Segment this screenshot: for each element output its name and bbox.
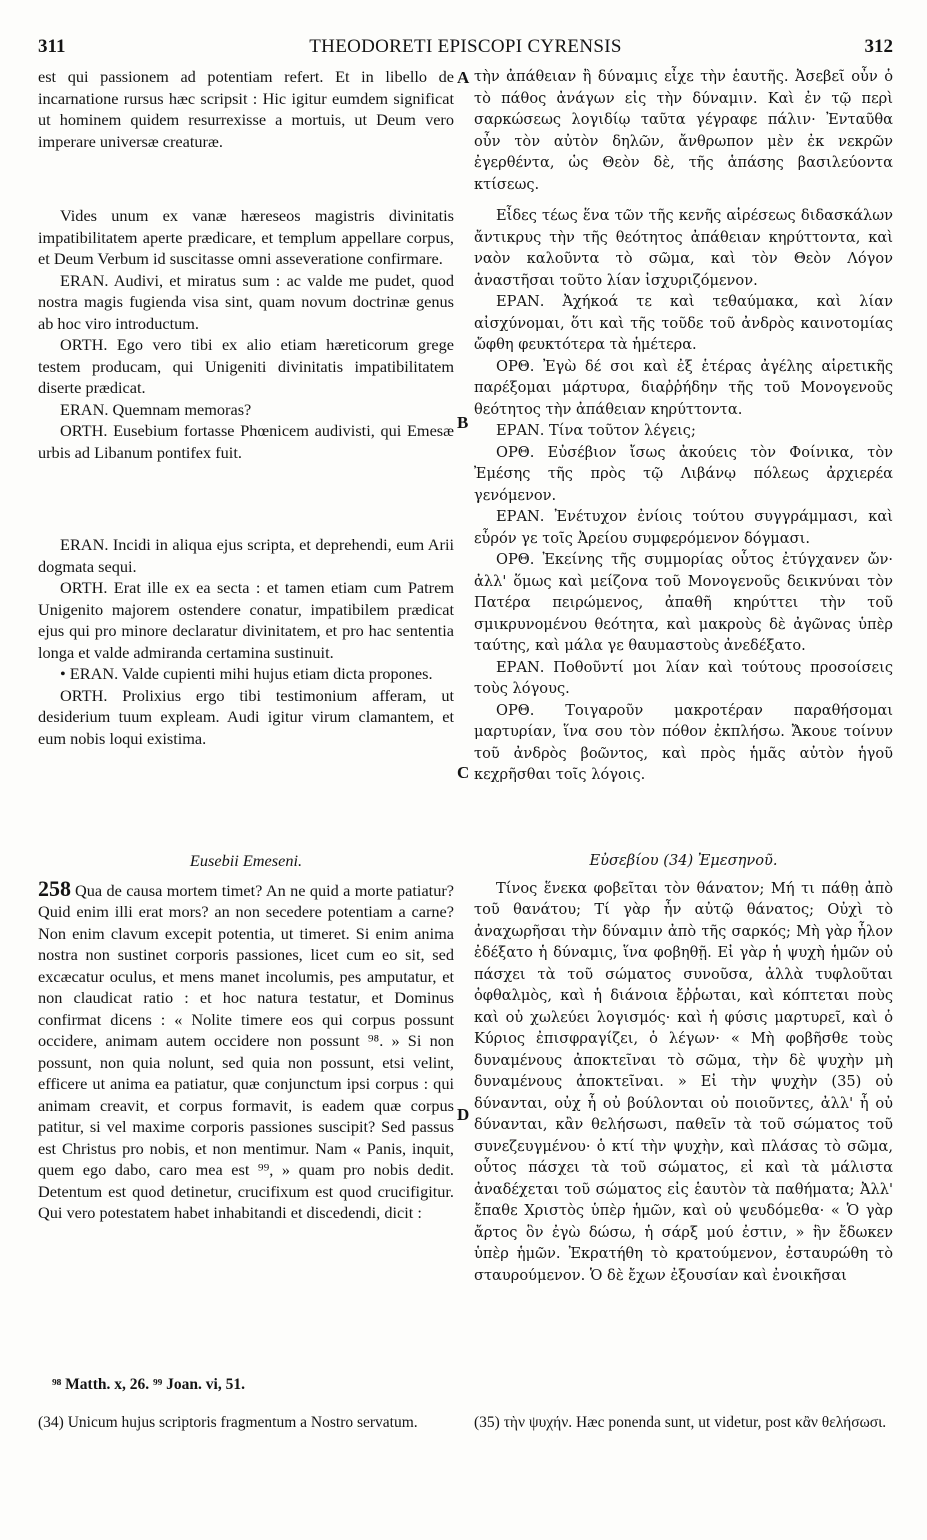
latin-intro xyxy=(38,66,454,152)
greek-paragraph: ΕΡΑΝ. Ἐνέτυχον ἐνίοις τούτου συγγράμμασι, καὶ εὗρόν γε τοῖς Ἀρείου συμφερόμενον δόγμασι. xyxy=(474,508,893,547)
running-title: THEODORETI EPISCOPI CYRENSIS xyxy=(309,36,622,57)
footnote-refs: ⁹⁸ Matth. x, 26. ⁹⁹ Joan. vi, 51. xyxy=(52,1376,245,1393)
greek-paragraph: ΟΡΘ. Τοιγαροῦν μακροτέραν παραθήσομαι μαρτυρίαν, ἵνα σου τὸν πόθον ἐκπλήσω. Ἄκουε τοίνυν τοῦ ἀνδρὸς βοῶντος, καὶ πρὸς ἡμᾶς αὐτὸν ἡγοῦ κεχρῆσθαι τοῖς λόγοις. xyxy=(474,701,893,783)
page-header xyxy=(38,36,893,62)
latin-paragraph: Vides unum ex vanæ hæreseos magistris divinitatis impatibilitatem aperte prædicare, et templum appellare corpus, et Deum Verbum id suscitasse omni asseveratione confirmare. xyxy=(38,206,454,268)
greek-paragraph: ΕΡΑΝ. Τίνα τοῦτον λέγεις; xyxy=(496,422,696,439)
latin-paragraph: ORTH. Erat ille ex ea secta : et tamen etiam cum Patrem Unigenito majorem ostendere conatur, impatibilem prædicat ejus qui pro minore declaratur divinitatem, et pro hac sententia longa et valde admiranda certamina sustinuit. xyxy=(38,578,454,662)
greek-paragraph: ΟΡΘ. Εὐσέβιον ἴσως ἀκούεις τὸν Φοίνικα, τὸν Ἐμέσης τῆς πρὸς τῷ Λιβάνῳ πόλεως ἀρχιερέα γενόμενον. xyxy=(474,443,893,504)
footnote-35 xyxy=(474,1413,893,1432)
greek-dialogue xyxy=(474,205,893,786)
greek-paragraph: ΟΡΘ. Ἐγὼ δέ σοι καὶ ἐξ ἑτέρας ἀγέλης αἱρετικῆς παρέξομαι μάρτυρα, διαῤῥήδην τῆς τοῦ Μονογενοῦς θεότητος τὴν ἀπάθειαν κηρύττοντα. xyxy=(474,357,893,418)
latin-paragraph: • ERAN. Valde cupienti mihi hujus etiam dicta propones. xyxy=(60,664,433,683)
greek-paragraph: ΕΡΑΝ. Ποθοῦντί μοι λίαν καὶ τούτους προσοίσεις τοὺς λόγους. xyxy=(474,658,893,697)
greek-section-heading: Εὐσεβίου (34) Ἐμεσηνοῦ. xyxy=(589,852,778,869)
right-page-number: 312 xyxy=(864,36,893,57)
latin-fragment xyxy=(38,850,454,1224)
greek-intro xyxy=(474,66,893,195)
greek-paragraph: Εἶδες τέως ἕνα τῶν τῆς κενῆς αἱρέσεως διδασκάλων ἄντικρυς τὴν τῆς θεότητος ἀπάθειαν κηρύττοντα, καὶ ναὸν καλοῦντα τὸ σῶμα, καὶ τὸν Θεὸν Λόγον ἀναστῆσαι τοῦτο λίαν ἰσχυριζόμενον. xyxy=(474,207,893,289)
latin-paragraph: Qua de causa mortem timet? An ne quid a morte patiatur? Quid enim illi erat mors? an non secedere potentiam a carne? Non enim clavum excepit potentia, ut timeret. Si enim anima nostra non sustinet corporis passiones, licet cum eo sit, sed excæcatur oculus, et mens manet incolumis, pes amputatur, et non claudicat ratio : et hoc natura testatur, et Dominus confirmat dicens : « Nolite timere eos qui corpus possunt occidere, animam autem occidere non possunt ⁹⁸. » Si non possunt, non quia nolunt, sed quia non possunt, etsi velint, efficere ut anima ea patiatur, quæ conjunctum ipsi corpus : qui animam creavit, et corpus formavit, is eadem quæ corpus patitur, si vel maxime corporis passiones suscipit? Sed passus est Christus pro nobis, et non mentimur. Nam « Panis, inquit, quem ego dabo, caro mea est ⁹⁹, » quam pro nobis dedit. Detentum est quod detinetur, crucifixum est quod crucifigitur. Qui vero potestatem habet inhabitandi et discedendi, dicit : xyxy=(38,880,454,1222)
margin-marker-c: C xyxy=(457,763,470,782)
latin-paragraph: ERAN. Audivi, et miratus sum : ac valde me pudet, quod nostra magis fugienda visa sint, quam novum doctrinæ genus ab hoc viro introductum. xyxy=(38,270,454,333)
margin-marker-b: B xyxy=(457,413,469,432)
latin-paragraph: ORTH. Eusebium fortasse Phœnicem audivisti, qui Emesæ urbis ad Libanum pontifex fuit. xyxy=(38,421,454,462)
latin-paragraph: ORTH. Ego vero tibi ex alio etiam hæreticorum grege testem producam, qui Unigeniti divinitatis impatibilitatem diserte prædicat. xyxy=(38,335,454,397)
greek-paragraph: Τίνος ἕνεκα φοβεῖται τὸν θάνατον; Μή τι πάθῃ ἀπὸ τοῦ θανάτου; Τί γὰρ ἦν αὐτῷ θάνατος; Οὐχὶ τὸ ἀναχωρῆσαι τὴν δύναμιν ἀπὸ τῆς σαρκός; Μὴ γὰρ ἧλον ἐδέξατο ἡ δύναμις, ἵνα φοβηθῇ. Εἰ γὰρ ἡ ψυχὴ ἡμῶν οὐ πάσχει τὰ τοῦ σώματος συνοῦσα, ἀλλὰ τυφλοῦται ὀφθαλμὸς, καὶ ἡ διάνοια ἔῤῥωται, καὶ κόπτεται ποὺς καὶ οὐ χωλεύει λογισμός· καὶ ἡ φύσις μαρτυρεῖ, καὶ ὁ Κύριος ἐπισφραγίζει, ὁ λέγων· « Μὴ φοβῆσθε τοὺς δυναμένους ἀποκτεῖναι τὸ σῶμα, τὴν δὲ ψυχὴν μὴ δυναμένους ἀποκτεῖναι. » Εἰ τὴν ψυχὴν (35) οὐ δύνανται, οὐχ ἧ οὐ βούλονται οὐ ποιοῦντες, ἀλλ' ἧ οὐ δύνανται, κἂν θελήσωσι, παθεῖν τὰ τοῦ σώματος τοῦ συνεζευγμένου· ὁ κτί τὴν ψυχὴν, καὶ πλάσας τὸ σῶμα, οὗτος πάσχει τὰ τοῦ σώματος, εἰ καὶ τὰ μάλιστα ἀναδέχεται τοῦ σώματος εἰς ἑαυτὸν τὰ παθήματα; Ἀλλ' ἔπαθε Χριστὸς ὑπὲρ ἡμῶν, καὶ οὐ ψευδόμεθα· « Ὁ γὰρ ἄρτος ὃν ἐγὼ δώσω, ἡ σάρξ μού ἐστιν, » ἣν ἔδωκεν ὑπὲρ ἡμῶν. Ἐκρατήθη τὸ κρατούμενον, ἐσταυρώθη τὸ σταυρούμενον. Ὁ δὲ ἔχων ἐξουσίαν καὶ ἐνοικῆσαι xyxy=(474,879,893,1284)
greek-paragraph: ΟΡΘ. Ἐκείνης τῆς συμμορίας οὗτος ἐτύγχανεν ὤν· ἀλλ' ὅμως καὶ μείζονα τοῦ Μονογενοῦς δεικνύναι τὸν Πατέρα πειρώμενος, ἀπαθῆ κηρύττει τὴν τοῦ σμικρυνομένου θεότητα, καὶ μακροὺς δὲ ἀγῶνας ὑπὲρ ταύτης, καὶ μάλα γε θαυμαστοὺς ἀνεδέξατο. xyxy=(474,551,893,654)
latin-paragraph: ORTH. Prolixius ergo tibi testimonium afferam, ut desiderium tuum expleam. Audi igitur virum clamantem, et eum nobis loqui existima. xyxy=(38,685,454,748)
greek-paragraph: τὴν ἀπάθειαν ἢ δύναμις εἶχε τὴν ἑαυτῆς. Ἀσεβεῖ οὖν ὁ τὸ πάθος ἀνάγων εἰς τὴν δύναμιν. Καὶ ἐν τῷ περὶ σαρκώσεως λογιδίῳ ταῦτα γέγραφε πάλιν· Ἐνταῦθα οὖν τὸν αὐτὸν δηλῶν, ἄνθρωπον μὲν ἐκ νεκρῶν ἐγερθέντα, ὡς Θεὸν δὲ, τῆς ἁπάσης βασιλεύοντα κτίσεως. xyxy=(474,68,893,193)
latin-paragraph: ERAN. Incidi in aliqua ejus scripta, et deprehendi, eum Arii dogmata sequi. xyxy=(38,535,454,576)
margin-marker-d: D xyxy=(457,1105,470,1124)
latin-paragraph: ERAN. Quemnam memoras? xyxy=(60,399,252,419)
footnote-text: (35) τὴν ψυχήν. Hæc ponenda sunt, ut videtur, post κἂν θελήσωσι. xyxy=(474,1414,887,1431)
margin-marker-a: A xyxy=(457,68,470,87)
footnote-34 xyxy=(38,1413,454,1432)
latin-paragraph: est qui passionem ad potentiam refert. Et in libello de incarnatione rursus hæc scripsit : Hic igitur eumdem significat ut hominem quidem resurrexisse a mortuis, ut Deum vero imperare universæ creaturæ. xyxy=(38,67,454,151)
latin-dialogue-2 xyxy=(38,534,454,749)
footnote-text: (34) Unicum hujus scriptoris fragmentum a Nostro servatum. xyxy=(38,1414,418,1431)
left-page-number: 311 xyxy=(38,36,66,57)
latin-dialogue xyxy=(38,205,454,463)
greek-paragraph: ΕΡΑΝ. Ἀχήκοά τε καὶ τεθαύμακα, καὶ λίαν αἰσχύνομαι, ὅτι καὶ τῆς τοῦδε τοῦ ἀνδρὸς καινοτομίας ὤφθη φευκτότερα τὰ ἡμέτερα. xyxy=(474,293,893,353)
latin-section-heading: Eusebii Emeseni. xyxy=(189,851,303,870)
scripture-references xyxy=(52,1375,454,1394)
section-number: 258 xyxy=(38,875,71,901)
greek-fragment xyxy=(474,850,893,1286)
latin-fragment-text xyxy=(38,875,454,1224)
